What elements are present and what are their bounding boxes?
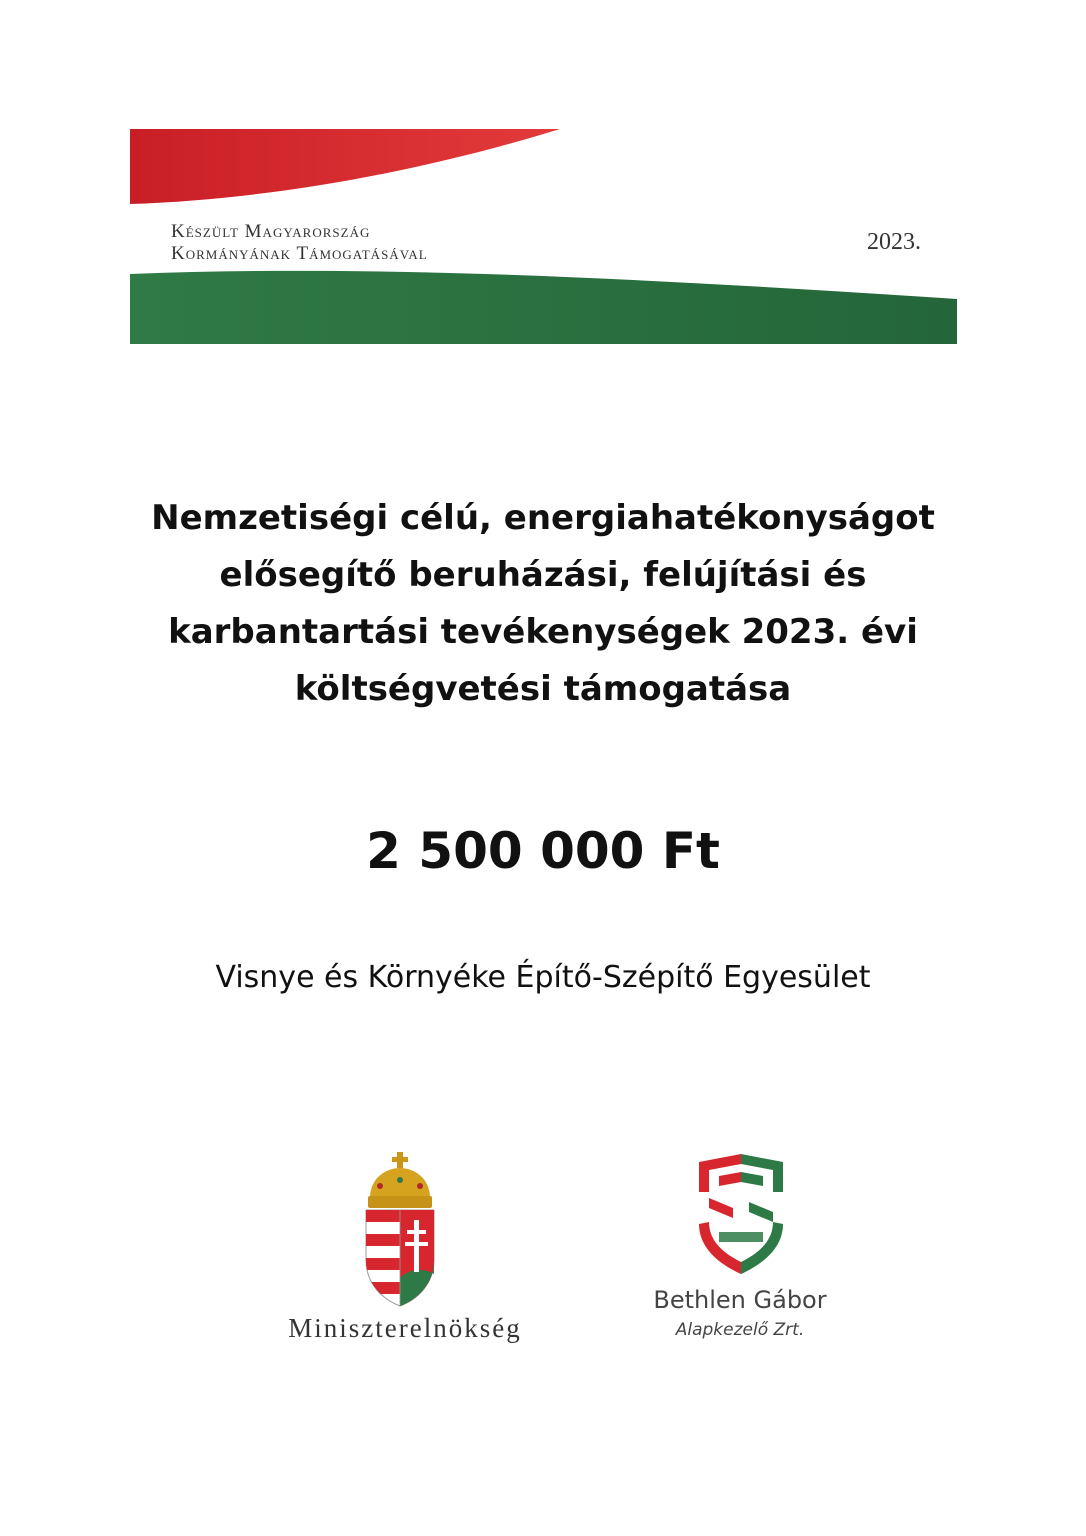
title-line: elősegítő beruházási, felújítási és: [219, 555, 867, 595]
title-line: költségvetési támogatása: [294, 669, 792, 709]
fund-logo: [630, 1150, 850, 1350]
grant-amount: 2 500 000 Ft: [366, 822, 720, 880]
title-line: Nemzetiségi célú, energiahatékonyságot: [151, 498, 935, 538]
fund-subtitle: Alapkezelő Zrt.: [675, 1320, 805, 1340]
document-title: [100, 490, 986, 718]
ministry-logo: [240, 1150, 570, 1350]
bgc-shield-icon: [693, 1152, 789, 1276]
hungarian-coat-of-arms-icon: [360, 1150, 440, 1308]
ministry-name: Miniszterelnökség: [288, 1313, 522, 1343]
fund-name: Bethlen Gábor: [653, 1286, 827, 1314]
title-line: karbantartási tevékenységek 2023. évi: [168, 612, 918, 652]
beneficiary-organization: Visnye és Környéke Építő-Szépítő Egyesület: [215, 960, 871, 995]
banner-text-line2: Kormányának Támogatásával: [171, 243, 428, 264]
banner-text-line1: Készült Magyarország: [171, 221, 371, 242]
government-support-banner: [130, 129, 957, 344]
banner-year: 2023.: [867, 229, 921, 255]
